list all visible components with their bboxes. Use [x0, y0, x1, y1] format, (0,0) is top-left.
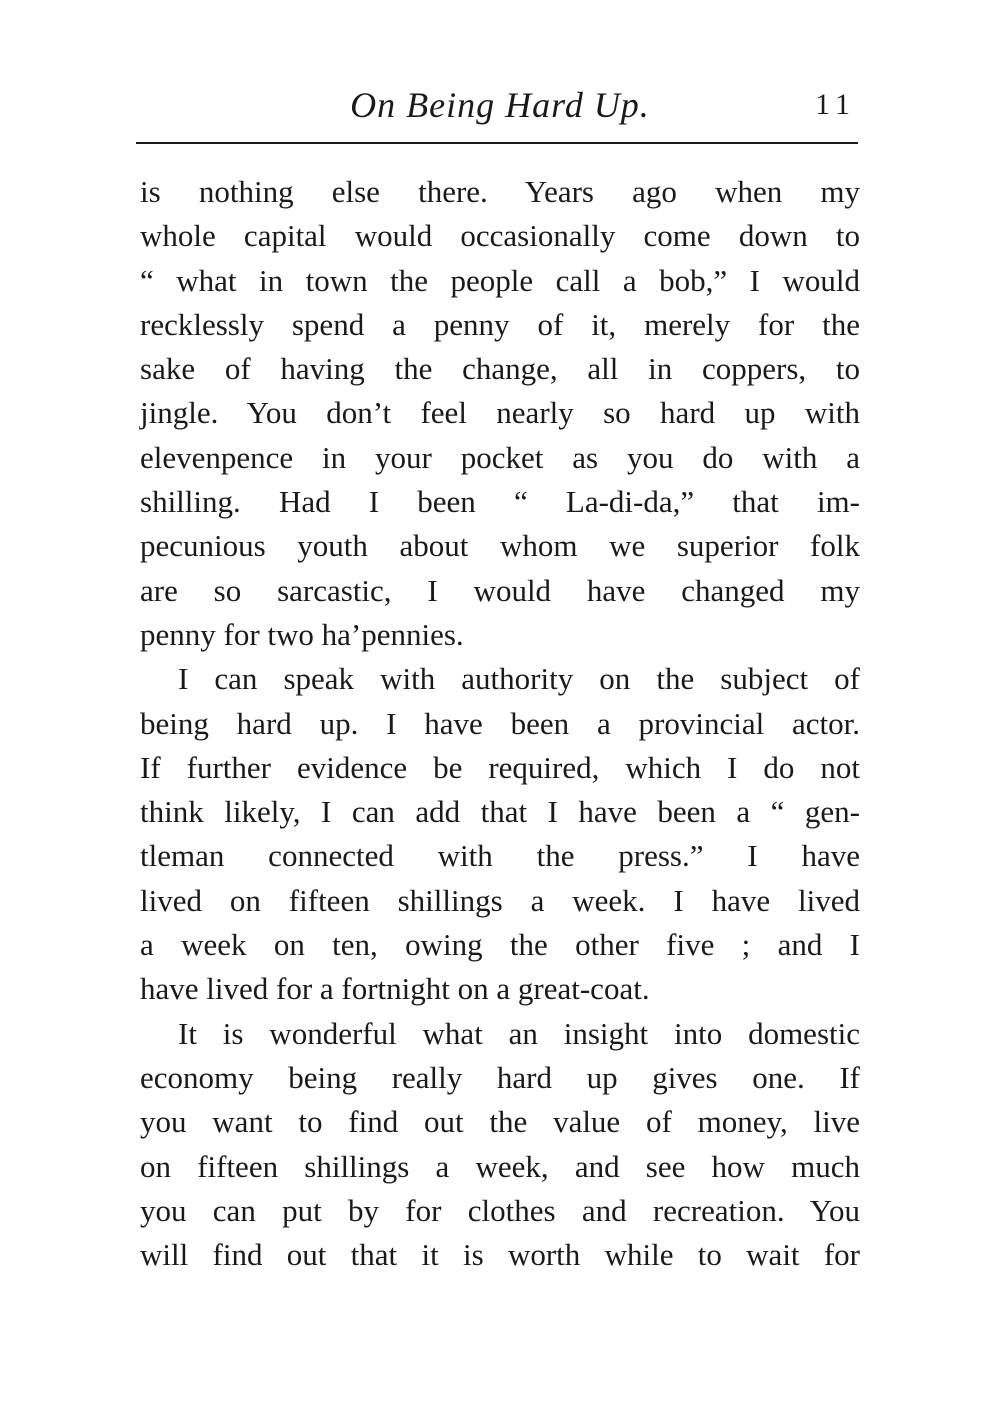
running-title: On Being Hard Up.	[350, 85, 650, 125]
text-line: is nothing else there. Years ago when my	[140, 174, 860, 209]
text-line: elevenpence in your pocket as you do with a	[140, 439, 860, 475]
text-line: tleman connected with the press.” I have	[140, 838, 860, 874]
text-line: you want to find out the value of money, live	[140, 1104, 860, 1140]
running-head	[140, 80, 860, 130]
text-line: It is wonderful what an insight into domestic	[178, 1015, 860, 1051]
paragraph-2	[140, 657, 860, 1011]
text-line: are so sarcastic, I would have changed my	[140, 572, 860, 608]
text-line: penny for two ha’pennies.	[140, 616, 464, 652]
header-rule	[136, 142, 858, 144]
text-line: on fifteen shillings a week, and see how much	[140, 1148, 860, 1184]
body-text	[140, 170, 860, 1277]
text-line: have lived for a fortnight on a great-coat.	[140, 971, 650, 1007]
text-line: I can speak with authority on the subject of	[178, 661, 860, 697]
text-line: sake of having the change, all in coppers, to	[140, 351, 860, 387]
text-line: whole capital would occasionally come down to	[140, 218, 860, 254]
text-line: lived on fifteen shillings a week. I have lived	[140, 882, 860, 918]
text-line: economy being really hard up gives one. If	[140, 1059, 860, 1095]
text-line: a week on ten, owing the other five ; and I	[140, 927, 860, 963]
text-line: being hard up. I have been a provincial actor.	[140, 705, 860, 741]
paragraph-3	[140, 1012, 860, 1278]
text-line: you can put by for clothes and recreation. You	[140, 1192, 860, 1228]
text-line: will find out that it is worth while to wait for	[140, 1237, 860, 1273]
text-line: “ what in town the people call a bob,” I would	[140, 262, 860, 298]
text-line: recklessly spend a penny of it, merely for the	[140, 306, 860, 342]
text-line: think likely, I can add that I have been a “ gen-	[140, 794, 860, 830]
paragraph-1	[140, 170, 860, 657]
text-line: If further evidence be required, which I do not	[140, 749, 860, 785]
text-line: jingle. You don’t feel nearly so hard up with	[140, 395, 860, 431]
text-line: pecunious youth about whom we superior folk	[140, 528, 860, 564]
page-number: 11	[815, 88, 856, 121]
text-line: shilling. Had I been “ La-di-da,” that im-	[140, 484, 860, 520]
